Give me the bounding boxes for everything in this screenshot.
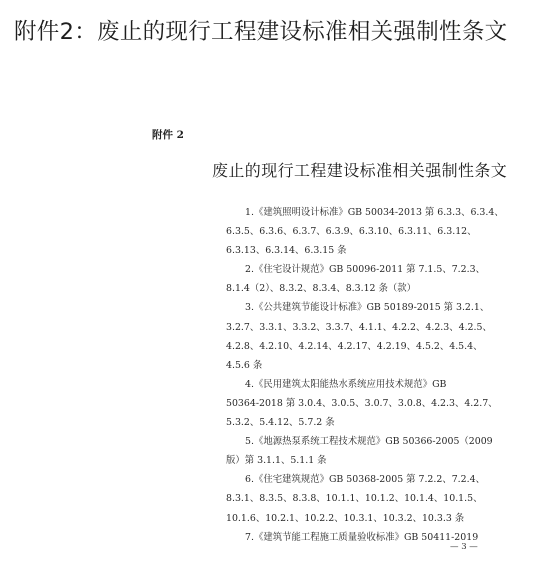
body-line: 5.《地源热泵系统工程技术规范》GB 50366-2005（2009 (245, 436, 493, 448)
body-line: 6.3.5、6.3.6、6.3.7、6.3.9、6.3.10、6.3.11、6.3.12、 (226, 226, 477, 238)
body-line: 2.《住宅设计规范》GB 50096-2011 第 7.1.5、7.2.3、 (245, 264, 485, 276)
body-line: 6.3.13、6.3.14、6.3.15 条 (226, 245, 347, 257)
body-line: 4.5.6 条 (226, 359, 263, 371)
attachment-label: 附件 2 (152, 129, 184, 141)
document-body (226, 203, 504, 547)
document-title: 废止的现行工程建设标准相关强制性条文 (212, 161, 508, 180)
body-line: 10.1.6、10.2.1、10.2.2、10.3.1、10.3.2、10.3.3 条 (226, 512, 465, 524)
body-line: 3.《公共建筑节能设计标准》GB 50189-2015 第 3.2.1、 (245, 302, 490, 314)
body-line: 1.《建筑照明设计标准》GB 50034-2013 第 6.3.3、6.3.4、 (245, 207, 504, 218)
body-line: 版）第 3.1.1、5.1.1 条 (226, 455, 327, 467)
body-line: 3.2.7、3.3.1、3.3.2、3.3.7、4.1.1、4.2.2、4.2.3、4.2.5、 (226, 321, 492, 333)
page-heading: 附件2：废止的现行工程建设标准相关强制性条文 (14, 19, 508, 45)
body-line: 4.2.8、4.2.10、4.2.14、4.2.17、4.2.19、4.5.2、4.5.4、 (226, 340, 483, 352)
body-line: 7.《建筑节能工程施工质量验收标准》GB 50411-2019 (245, 531, 479, 543)
body-line: 4.《民用建筑太阳能热水系统应用技术规范》GB (245, 378, 447, 390)
body-line: 50364-2018 第 3.0.4、3.0.5、3.0.7、3.0.8、4.2.3、4.2.7、 (226, 397, 498, 409)
page-number: — 3 — (450, 542, 478, 552)
body-line: 5.3.2、5.4.12、5.7.2 条 (226, 417, 335, 429)
body-line: 6.《住宅建筑规范》GB 50368-2005 第 7.2.2、7.2.4、 (245, 474, 485, 486)
body-line: 8.3.1、8.3.5、8.3.8、10.1.1、10.1.2、10.1.4、10.1.5、 (226, 493, 483, 505)
body-line: 8.1.4（2）、8.3.2、8.3.4、8.3.12 条（款） (226, 283, 417, 295)
